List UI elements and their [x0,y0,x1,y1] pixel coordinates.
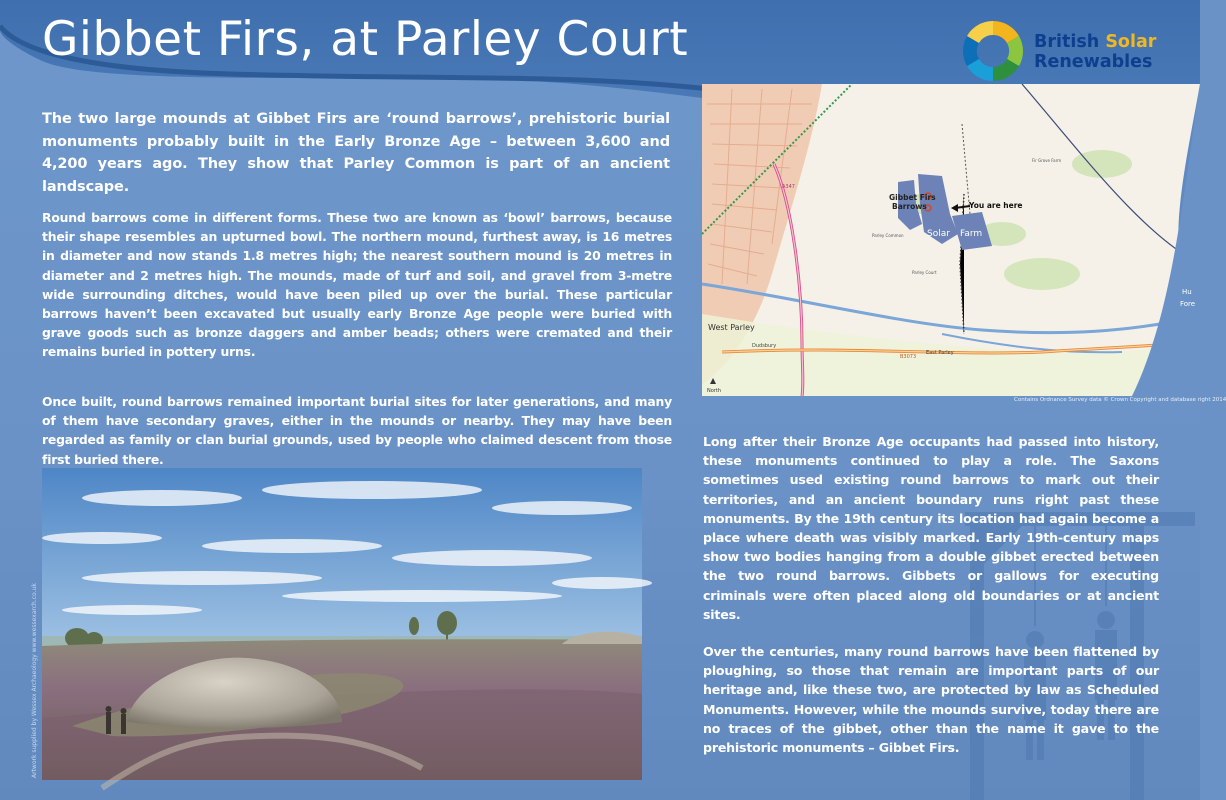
map-credit: Contains Ordnance Survey data © Crown Copyright and database right 2014 [1014,397,1226,403]
logo-wordmark [1034,32,1156,72]
map-label-farm: Farm [960,229,983,239]
body-paragraph-burial-sites: Once built, round barrows remained important burial sites for later generations, and many of them have secondary graves, either in the mounds or nearby. They may have been regarded as family or clan burial grounds, used by people who claimed descent from those first buried there. [42,394,672,467]
logo-word-british: British [1034,32,1106,52]
barrow-reconstruction-illustration [42,468,642,780]
map-label-fir-grove-farm: Fir Grove Farm [1032,158,1062,163]
map-label-hurn: Hu [1182,288,1192,296]
map-label-b3073: B3073 [900,354,917,360]
map-label-solar: Solar [927,229,950,239]
map-label-parley-common: Parley Common [872,233,904,238]
map-label-gibbet-firs: Gibbet Firs [889,193,936,202]
map-label-forest: Fore [1180,300,1196,308]
image-credit-text: Artwork supplied by Wessex Archaeology www.wessexarch.co.uk [31,583,38,778]
map-label-parley-court: Parley Court [912,270,937,275]
logo-word-solar: Solar [1105,32,1157,52]
map-label-east-parley: East Parley [926,350,954,356]
body-paragraph-scheduled-monuments: Over the centuries, many round barrows have been flattened by ploughing, so those that remain are important parts of our heritage and, like these two, are protected by law as Scheduled Monuments. However, while the mounds survive, today there are no traces of the gibbet, other than the name it gave to the prehistoric monuments – Gibbet Firs. [703,644,1159,756]
logo-mark-icon [958,16,1028,86]
body-paragraph-saxon-boundary: Long after their Bronze Age occupants had passed into history, these monuments continued to play a role. The Saxons sometimes used existing round barrows to mark out their territories, and an ancient boundary runs right past these monuments. By the 19th century its location had again become a place where death was visibly marked. Early 19th-century maps show two bodies hanging from a double gibbet erected between the two round barrows. Gibbets or gallows for executing criminals were often placed along old boundaries or at ancient sites. [703,434,1159,622]
page-title: Gibbet Firs, at Parley Court [42,12,689,67]
logo-word-renewables: Renewables [1034,52,1153,72]
map-label-you-are-here: You are here [969,201,1023,210]
company-logo [958,16,1188,90]
location-map [702,84,1200,396]
map-label-dudsbury: Dudsbury [752,343,777,349]
map-label-barrows: Barrows [892,202,927,211]
body-paragraph-barrow-forms: Round barrows come in different forms. These two are known as ‘bowl’ barrows, because their shape resembles an upturned bowl. The northern mound, furthest away, is 16 metres in diameter and now stands 1.8 metres high; the nearest southern mound is 20 metres in diameter and 2 metres high. The mounds, made of turf and soil, and gravel from 3-metre wide surrounding ditches, would have been piled up over the burial. These particular barrows haven’t been excavated but usually early Bronze Age people were buried with grave goods such as bronze daggers and amber beads; others were cremated and their remains buried in pottery urns. [42,210,672,360]
intro-paragraph: The two large mounds at Gibbet Firs are ‘round barrows’, prehistoric burial monuments probably built in the Early Bronze Age – between 3,600 and 4,200 years ago. They show that Parley Common is part of an ancient landscape. [42,111,670,195]
map-label-west-parley: West Parley [708,323,755,332]
image-credit [30,583,40,780]
map-label-north: North [707,388,721,394]
map-label-a347: A347 [782,184,795,190]
